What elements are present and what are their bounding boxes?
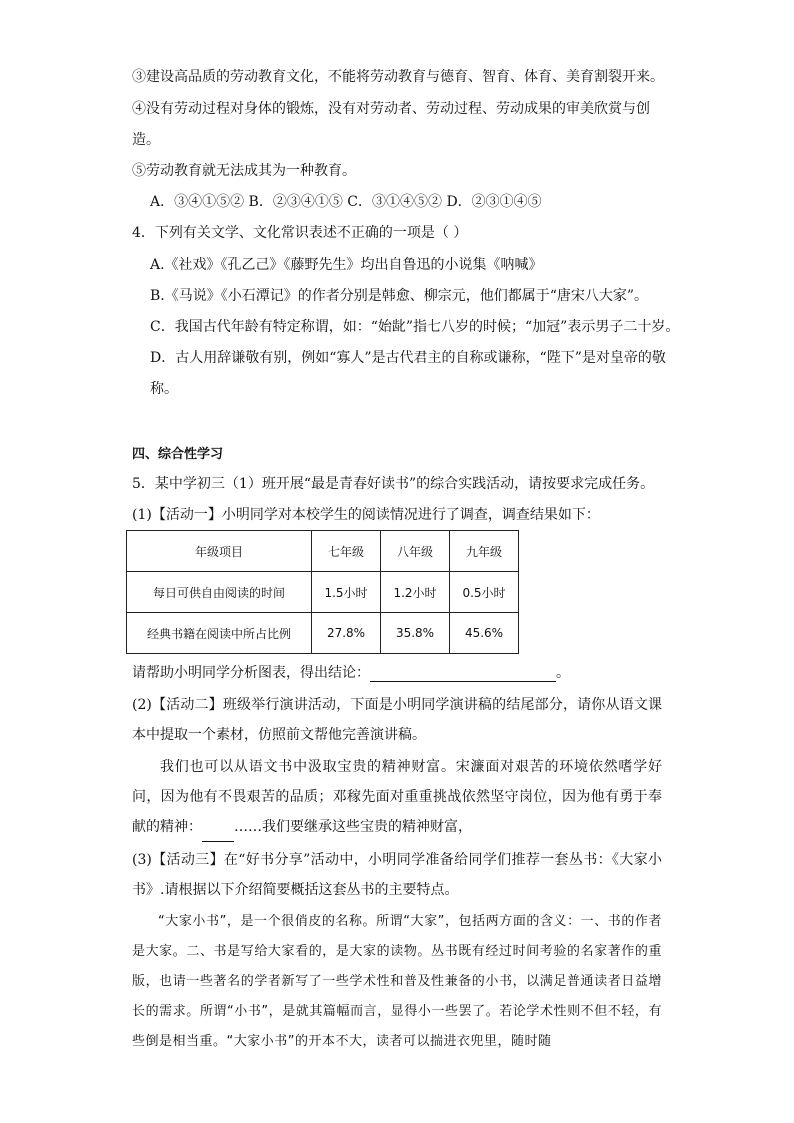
table-row [127, 572, 519, 613]
q4-option-d-line2: 称。 [150, 381, 178, 397]
answer-choices: A．③④①⑤② B．②③④①⑤ C．③①④⑤② D．②③①④⑤ [150, 194, 542, 210]
answer-blank[interactable] [370, 667, 556, 682]
table-cell: 经典书籍在阅读中所占比例 [127, 613, 312, 654]
table-cell: 27.8% [312, 613, 381, 654]
option-3: ③建设高品质的劳动教育文化，不能将劳动教育与德育、智育、体育、美育割裂开来。 [132, 69, 664, 85]
question-5-stem: 5．某中学初三（1）班开展“最是青春好读书”的综合实践活动，请按要求完成任务。 [132, 476, 655, 492]
table-header-cell: 七年级 [312, 531, 381, 572]
option-4-line2: 造。 [132, 132, 160, 148]
speech-body: 我们也可以从语文书中汲取宝贵的精神财富。宋濂面对艰苦的环境依然嗜学好问，因为他有不畏艰苦的品质；邓稼先面对重重挑战依然坚守岗位，因为他有勇于奉献的精神： [132, 759, 662, 835]
speech-blank[interactable] [202, 827, 234, 842]
survey-table [126, 530, 519, 654]
table-cell: 1.2小时 [381, 572, 450, 613]
table-cell: 1.5小时 [312, 572, 381, 613]
q4-option-a: A.《社戏》《孔乙己》《藤野先生》均出自鲁迅的小说集《呐喊》 [150, 257, 543, 273]
table-header-row [127, 531, 519, 572]
conclusion-line [132, 664, 570, 682]
speech-text [132, 752, 662, 842]
table-cell: 35.8% [381, 613, 450, 654]
activity-3-prompt: (3)【活动三】在“好书分享”活动中，小明同学准备给同学们推荐一套丛书：《大家小书》.请根据以下介绍简要概括这套丛书的主要特点。 [132, 852, 662, 898]
table-cell: 0.5小时 [450, 572, 519, 613]
option-5: ⑤劳动教育就无法成其为一种教育。 [132, 163, 356, 179]
table-row [127, 613, 519, 654]
option-4-line1: ④没有劳动过程对身体的锻炼，没有对劳动者、劳动过程、劳动成果的审美欣赏与创 [132, 101, 650, 117]
book-excerpt: “大家小书”，是一个很俏皮的名称。所谓“大家”，包括两方面的含义：一、书的作者是大家。二、书是写给大家看的，是大家的读物。丛书既有经过时间考验的名家著作的重版，也请一些著名的学者新写了一些学术性和普及性兼备的小书，以满足普通读者日益增长的需求。所谓“小书”，是就其篇幅而言，显得小一些罢了。若论学术性则不但不轻，有些倒是相当重。“大家小书”的开本不大，读者可以揣进衣兜里，随时随 [132, 914, 662, 1049]
activity-2-prompt: (2)【活动二】班级举行演讲活动，下面是小明同学演讲稿的结尾部分，请你从语文课本中提取一个素材，仿照前文帮他完善演讲稿。 [132, 697, 662, 743]
table-header-cell: 年级项目 [127, 531, 312, 572]
table-header-cell: 九年级 [450, 531, 519, 572]
table-header-cell: 八年级 [381, 531, 450, 572]
table-cell: 每日可供自由阅读的时间 [127, 572, 312, 613]
q4-option-b: B.《马说》《小石潭记》的作者分别是韩愈、柳宗元，他们都属于“唐宋八大家”。 [150, 288, 649, 304]
speech-end: ……我们要继承这些宝贵的精神财富， [234, 819, 472, 835]
table-cell: 45.6% [450, 613, 519, 654]
section-heading: 四、综合性学习 [132, 447, 224, 462]
q4-option-c: C．我国古代年龄有特定称谓，如：“始龀”指七八岁的时候；“加冠”表示男子二十岁。 [150, 319, 680, 335]
conclusion-prompt: 请帮助小明同学分析图表，得出结论： [132, 665, 370, 681]
q4-option-d-line1: D．古人用辞谦敬有别，例如“寡人”是古代君主的自称或谦称，“陛下”是对皇帝的敬 [150, 350, 666, 366]
question-4-stem: 4．下列有关文学、文化常识表述不正确的一项是（ ） [132, 225, 468, 241]
activity-1-prompt: (1)【活动一】小明同学对本校学生的阅读情况进行了调查，调查结果如下： [132, 507, 600, 523]
conclusion-end: 。 [556, 665, 570, 681]
